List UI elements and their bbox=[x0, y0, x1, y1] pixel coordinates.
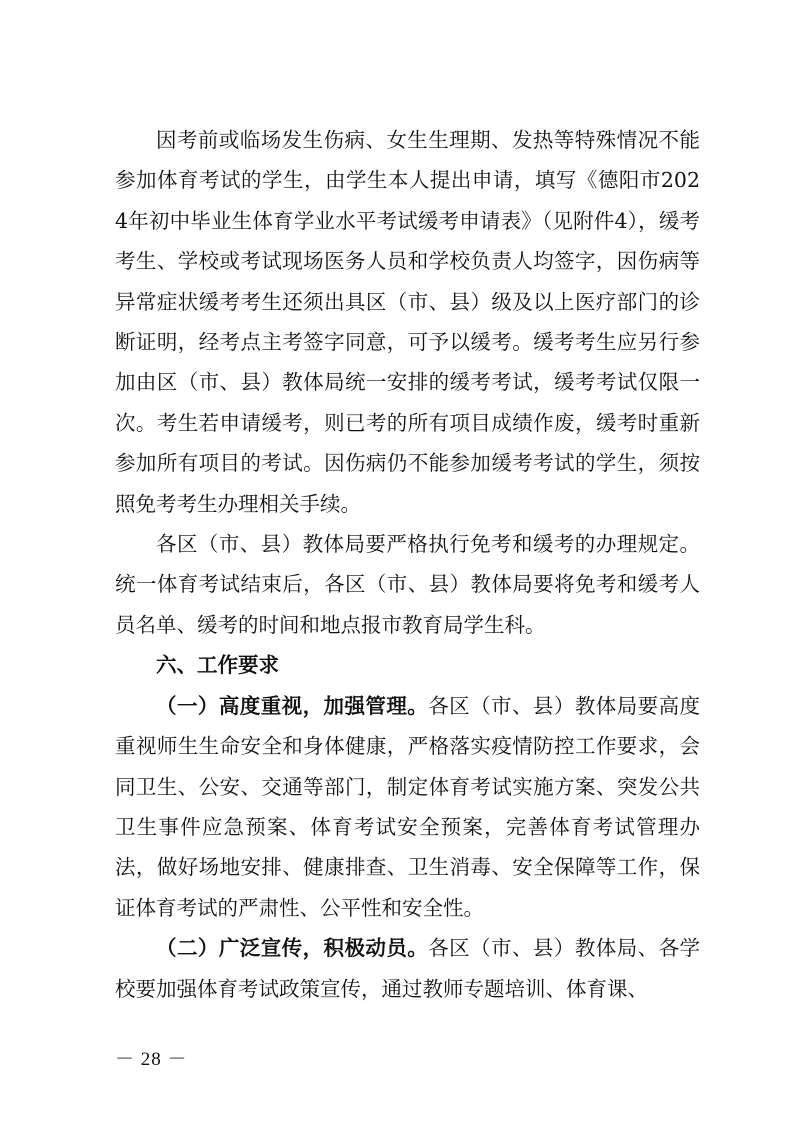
item-lead: （一）高度重视，加强管理。 bbox=[156, 693, 429, 718]
item-attention-management bbox=[115, 686, 700, 928]
item-publicity-mobilization bbox=[115, 928, 700, 1009]
section-heading: 六、工作要求 bbox=[156, 653, 279, 678]
item-text: 各区（市、县）教体局要高度重视师生生命安全和身体健康，严格落实疫情防控工作要求，会同卫生、公安、交通等部门，制定体育考试实施方案、突发公共卫生事件应急预案、体育考试安全预案，完善体育考试管理办法，做好场地安排、健康排查、卫生消毒、安全保障等工作，保证体育考试的严肃性、公平性和安全性。 bbox=[115, 693, 701, 920]
page-number: － 28 － bbox=[115, 1049, 188, 1070]
paragraph-deferred-exam: 因考前或临场发生伤病、女生生理期、发热等特殊情况不能参加体育考试的学生，由学生本人提出申请，填写《德阳市2024年初中毕业生体育学业水平考试缓考申请表》（见附件4），缓考考生、学校或考试现场医务人员和学校负责人均签字，因伤病等异常症状缓考考生还须出具区（市、县）级及以上医疗部门的诊断证明，经考点主考签字同意，可予以缓考。缓考考生应另行参加由区（市、县）教体局统一安排的缓考考试，缓考考试仅限一次。考生若申请缓考，则已考的所有项目成绩作废，缓考时重新参加所有项目的考试。因伤病仍不能参加缓考考试的学生，须按照免考考生办理相关手续。 bbox=[115, 128, 700, 516]
item-text: 各区（市、县）教体局、各学校要加强体育考试政策宣传，通过教师专题培训、体育课、 bbox=[115, 936, 701, 1001]
item-lead: （二）广泛宣传，积极动员。 bbox=[156, 936, 429, 961]
paragraph-exemption-rules: 各区（市、县）教体局要严格执行免考和缓考的办理规定。统一体育考试结束后，各区（市、县）教体局要将免考和缓考人员名单、缓考的时间和地点报市教育局学生科。 bbox=[115, 532, 700, 637]
document-body bbox=[115, 120, 700, 1009]
